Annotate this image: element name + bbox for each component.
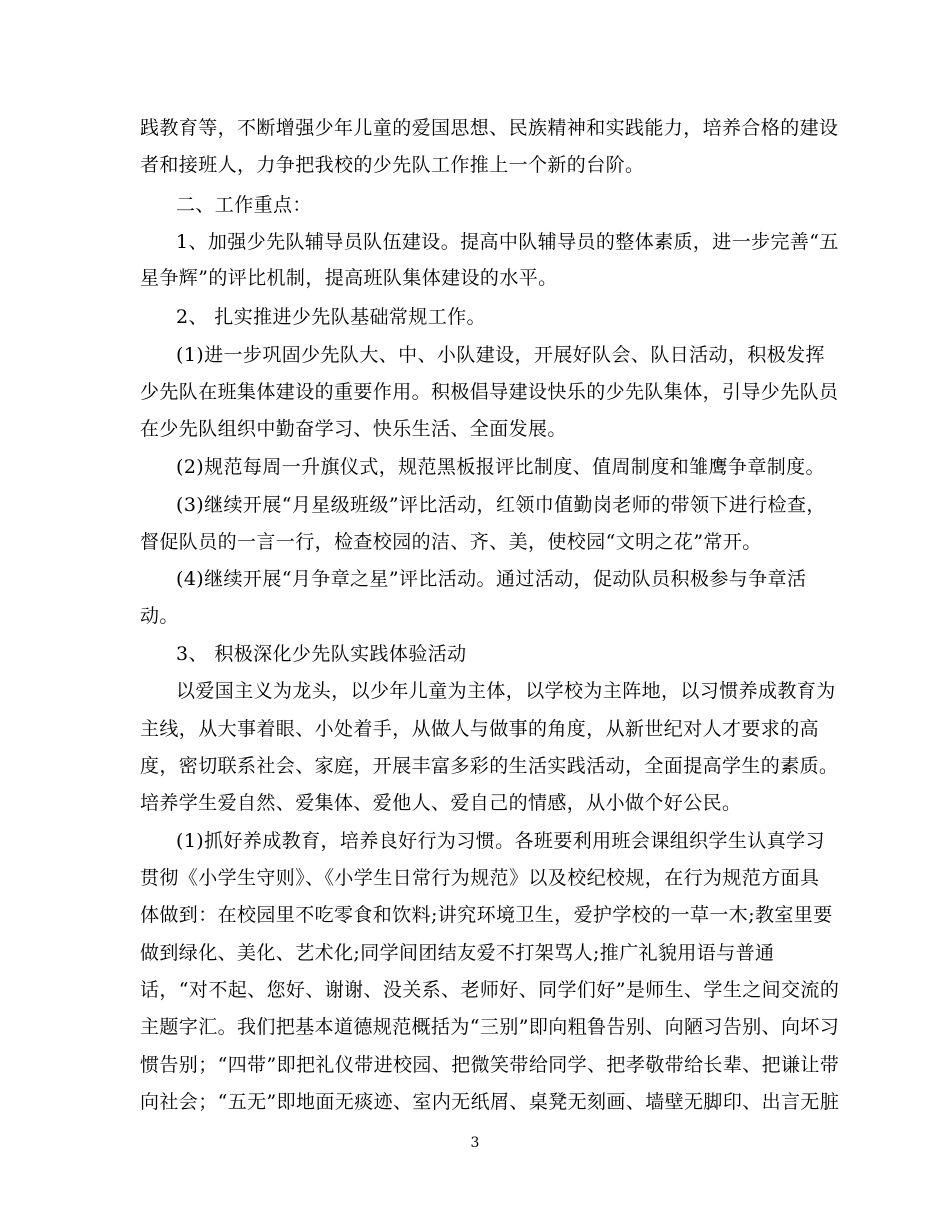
paragraph-line: (3)继续开展“月星级班级”评比活动，红领巾值勤岗老师的带领下进行检查， bbox=[176, 494, 826, 516]
paragraph-line: (1)进一步巩固少先队大、中、小队建设，开展好队会、队日活动，积极发挥 bbox=[176, 344, 825, 366]
paragraph-line: 话，“对不起、您好、谢谢、没关系、老师好、同学们好”是师生、学生之间交流的 bbox=[140, 979, 840, 1001]
section-heading: 3、 积极深化少先队实践体验活动 bbox=[176, 643, 467, 665]
paragraph-line: (1)抓好养成教育，培养良好行为习惯。各班要利用班会课组织学生认真学习 bbox=[176, 830, 825, 852]
page-number: 3 bbox=[470, 1135, 480, 1151]
paragraph-line: 主题字汇。我们把基本道德规范概括为“三别”即向粗鲁告别、向陋习告别、向坏习 bbox=[140, 1016, 840, 1038]
paragraph-line: 者和接班人，力争把我校的少先队工作推上一个新的台阶。 bbox=[140, 154, 645, 176]
paragraph-line: 动。 bbox=[140, 605, 179, 627]
paragraph-line: 1、加强少先队辅导员队伍建设。提高中队辅导员的整体素质，进一步完善“五 bbox=[176, 231, 839, 253]
paragraph-line: 星争辉”的评比机制，提高班队集体建设的水平。 bbox=[140, 267, 558, 289]
paragraph-line: 以爱国主义为龙头，以少年儿童为主体，以学校为主阵地，以习惯养成教育为 bbox=[176, 680, 836, 702]
paragraph-line: 2、 扎实推进少先队基础常规工作。 bbox=[176, 306, 486, 328]
paragraph-line: 惯告别；“四带”即把礼仪带进校园、把微笑带给同学、把孝敬带给长辈、把谦让带 bbox=[140, 1054, 840, 1076]
paragraph-line: 度，密切联系社会、家庭，开展丰富多彩的生活实践活动，全面提高学生的素质。 bbox=[140, 755, 839, 777]
paragraph-line: 向社会；“五无”即地面无痰迹、室内无纸屑、桌凳无刻画、墙壁无脚印、出言无脏 bbox=[140, 1091, 840, 1113]
paragraph-line: 践教育等，不断增强少年儿童的爱国思想、民族精神和实践能力，培养合格的建设 bbox=[140, 117, 839, 139]
paragraph-line: 在少先队组织中勤奋学习、快乐生活、全面发展。 bbox=[140, 418, 567, 440]
paragraph-line: (4)继续开展“月争章之星”评比活动。通过活动，促动队员积极参与争章活 bbox=[176, 568, 807, 590]
paragraph-line: 主线，从大事着眼、小处着手，从做人与做事的角度，从新世纪对人才要求的高 bbox=[140, 718, 820, 740]
paragraph-line: 做到绿化、美化、艺术化;同学间团结友爱不打架骂人;推广礼貌用语与普通 bbox=[140, 942, 775, 964]
paragraph-line: (2)规范每周一升旗仪式，规范黑板报评比制度、值周制度和雏鹰争章制度。 bbox=[176, 456, 825, 478]
paragraph-line: 督促队员的一言一行，检查校园的洁、齐、美，使校园“文明之花”常开。 bbox=[140, 531, 762, 553]
paragraph-line: 体做到：在校园里不吃零食和饮料;讲究环境卫生，爱护学校的一草一木;教室里要 bbox=[140, 904, 833, 926]
paragraph-line: 培养学生爱自然、爱集体、爱他人、爱自己的情感，从小做个好公民。 bbox=[140, 792, 742, 814]
section-heading: 二、工作重点： bbox=[176, 194, 312, 216]
paragraph-line: 贯彻《小学生守则》、《小学生日常行为规范》以及校纪校规，在行为规范方面具 bbox=[140, 867, 820, 889]
paragraph-line: 少先队在班集体建设的重要作用。积极倡导建设快乐的少先队集体，引导少先队员 bbox=[140, 381, 839, 403]
